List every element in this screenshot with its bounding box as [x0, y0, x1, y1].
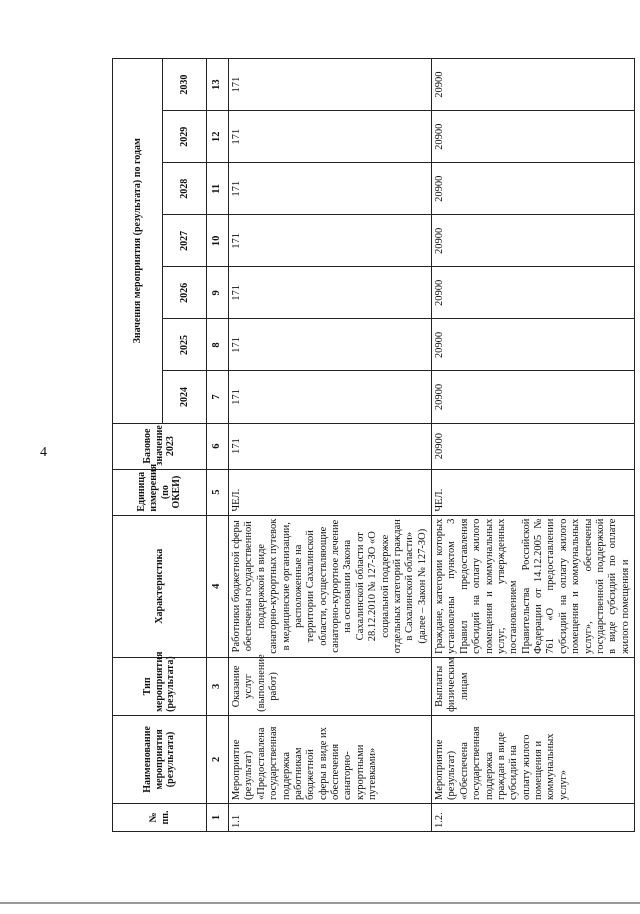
row-year-value: 20900 [432, 267, 635, 319]
column-number: 12 [207, 111, 229, 163]
column-number: 11 [207, 163, 229, 215]
row-year-value: 171 [229, 111, 432, 163]
header-name: Наименование мероприятия (результата) [113, 715, 207, 803]
header-base-value: Базовое значение 2023 [113, 423, 207, 469]
events-table [112, 58, 635, 832]
header-year: 2030 [163, 59, 207, 111]
header-year: 2027 [163, 215, 207, 267]
scan-edge-divider [0, 902, 640, 904]
column-number: 5 [207, 469, 229, 515]
column-number: 13 [207, 59, 229, 111]
column-number: 4 [207, 515, 229, 657]
column-number: 7 [207, 371, 229, 423]
rotated-page [112, 58, 631, 832]
row-year-value: 171 [229, 163, 432, 215]
row-unit: ЧЕЛ. [229, 469, 432, 515]
row-year-value: 20900 [432, 371, 635, 423]
row-year-value: 171 [229, 319, 432, 371]
column-number: 3 [207, 657, 229, 715]
header-row-1 [113, 59, 163, 832]
header-year: 2026 [163, 267, 207, 319]
table-row [432, 59, 635, 832]
header-no: № пп. [113, 803, 207, 831]
table-row [229, 59, 432, 832]
row-name: Мероприятие (результат) «Обеспечена государственная поддержка граждан в виде субсидий на оплату жилого помещения и коммунальных услуг» [432, 715, 635, 803]
column-number: 10 [207, 215, 229, 267]
column-number: 6 [207, 423, 229, 469]
header-unit: Единица измерения (по ОКЕИ) [113, 469, 207, 515]
column-number: 1 [207, 803, 229, 831]
rotated-table-container [112, 58, 640, 828]
row-year-value: 171 [229, 371, 432, 423]
column-numbers-row [207, 59, 229, 832]
row-year-value: 20900 [432, 59, 635, 111]
row-characteristic: Работники бюджетной сферы обеспечены государственной поддержкой в виде санаторно-курортных путевок в медицинские организации, расположенные на территории Сахалинской области, осуществляющие санаторно-курортное лечение на основании Закона Сахалинской области от 28.12.2010 № 127-ЗО «О социальной поддержке отдельных категорий граждан в Сахалинской области» (далее – Закон № 127-ЗО) [229, 515, 432, 657]
header-years-group: Значения мероприятия (результата) по годам [113, 59, 163, 424]
header-characteristic: Характеристика [113, 515, 207, 657]
column-number: 2 [207, 715, 229, 803]
header-year: 2028 [163, 163, 207, 215]
row-number: 1.1 [229, 803, 432, 831]
column-number: 8 [207, 319, 229, 371]
column-number: 9 [207, 267, 229, 319]
row-year-value: 20900 [432, 319, 635, 371]
header-type: Тип мероприятия (результата) [113, 657, 207, 715]
row-characteristic: Граждане, категории которых установлены пунктом 3 Правил предоставления субсидий на оплату жилого помещения и коммунальных услуг, утвержденных постановлением Правительства Российской Федерации от 14.12.2005 № 761 «О предоставлении субсидий на оплату жилого помещения и коммунальных услуг», обеспечены государственной поддержкой в виде субсидий по оплате жилого помещения и [432, 515, 635, 657]
row-base-value: 20900 [432, 423, 635, 469]
row-year-value: 20900 [432, 215, 635, 267]
row-year-value: 171 [229, 267, 432, 319]
row-unit: ЧЕЛ. [432, 469, 635, 515]
header-year: 2024 [163, 371, 207, 423]
row-name: Мероприятие (результат) «Предоставлена государственная поддержка работникам бюджетной сферы в виде их обеспечения санаторно-курортными путевками» [229, 715, 432, 803]
row-type: Оказание услуг (выполнение работ) [229, 657, 432, 715]
row-year-value: 20900 [432, 111, 635, 163]
header-year: 2025 [163, 319, 207, 371]
row-base-value: 171 [229, 423, 432, 469]
row-year-value: 171 [229, 215, 432, 267]
row-number: 1.2. [432, 803, 635, 831]
row-year-value: 20900 [432, 163, 635, 215]
page-number: 4 [40, 445, 47, 460]
header-year: 2029 [163, 111, 207, 163]
row-type: Выплаты физическим лицам [432, 657, 635, 715]
row-year-value: 171 [229, 59, 432, 111]
